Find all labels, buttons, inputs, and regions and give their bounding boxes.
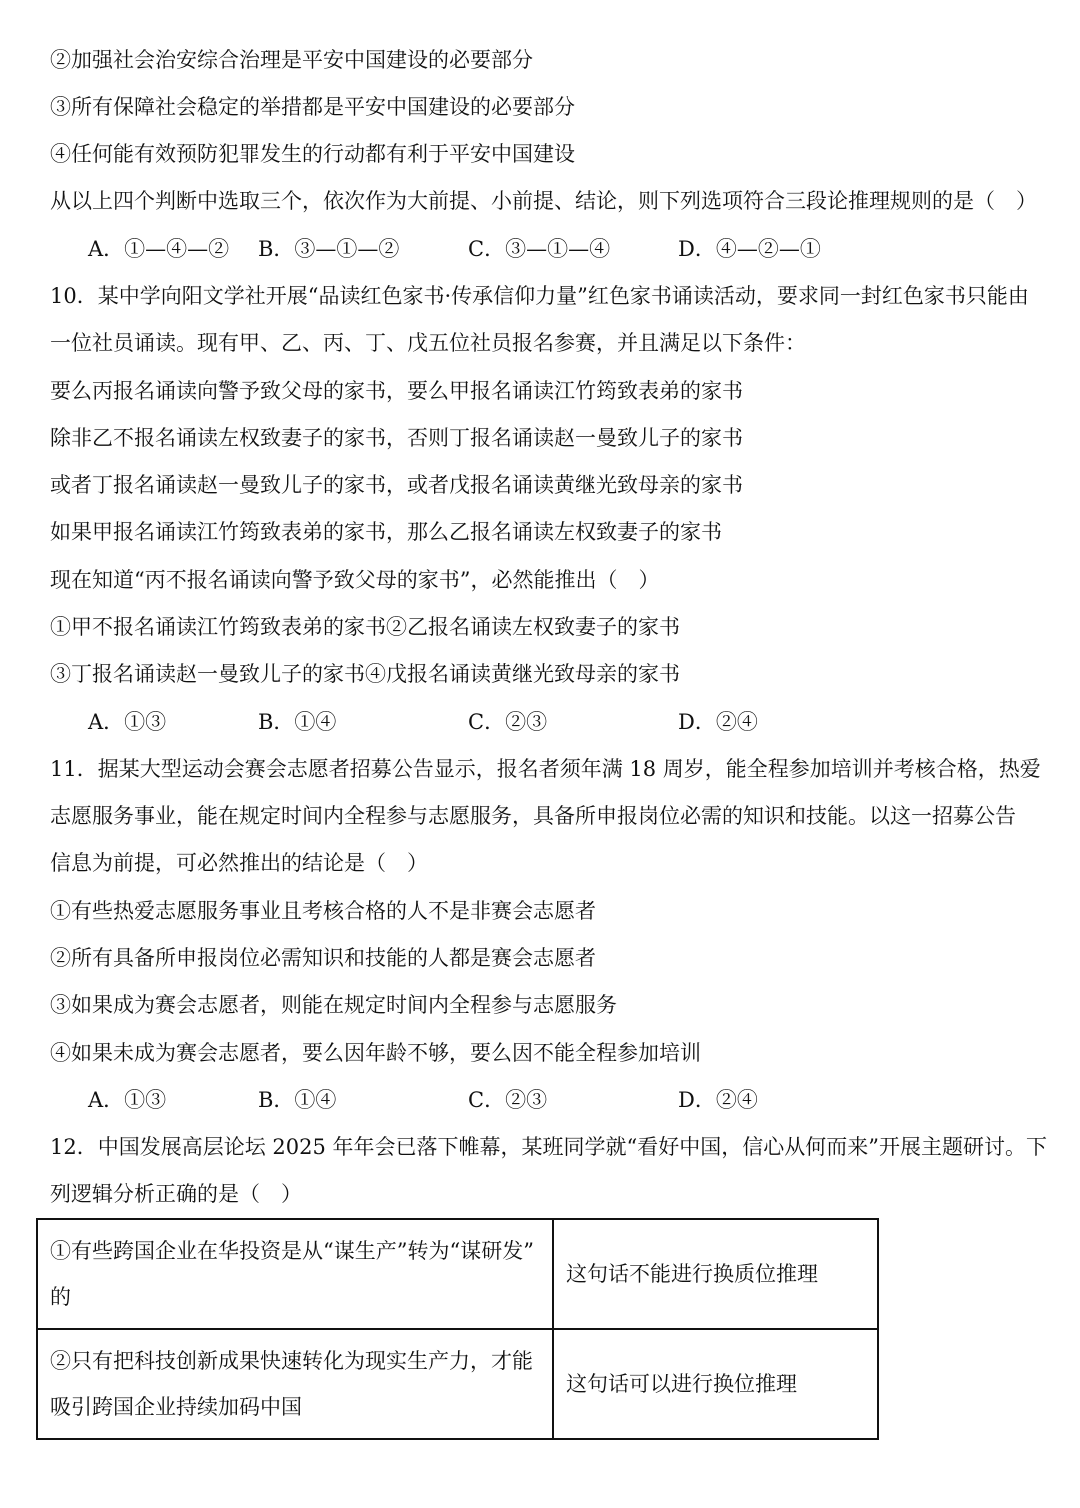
q9-option-b[interactable]: B．③—①—② (258, 237, 400, 261)
q9-statement-4: ④任何能有效预防犯罪发生的行动都有利于平安中国建设 (50, 142, 575, 166)
q11-stem-line: 信息为前提，可必然推出的结论是（ ） (50, 851, 428, 875)
q10-option-a[interactable]: A．①③ (88, 710, 167, 734)
q11-stem-line: 11．据某大型运动会赛会志愿者招募公告显示，报名者须年满 18 周岁，能全程参加培训并考核合格，热爱 (50, 757, 1041, 781)
q9-statement-3: ③所有保障社会稳定的举措都是平安中国建设的必要部分 (50, 95, 575, 119)
q12-row-1-statement-line: 的 (50, 1285, 71, 1309)
q9-prompt: 从以上四个判断中选取三个，依次作为大前提、小前提、结论，则下列选项符合三段论推理规则的是（ ） (50, 189, 1037, 213)
q12-stem-line: 列逻辑分析正确的是（ ） (50, 1182, 302, 1206)
q10-stem-line: 10．某中学向阳文学社开展“品读红色家书·传承信仰力量”红色家书诵读活动，要求同一封红色家书只能由 (50, 284, 1029, 308)
q10-statements-3-4: ③丁报名诵读赵一曼致儿子的家书④戊报名诵读黄继光致母亲的家书 (50, 662, 680, 686)
q10-condition-4: 如果甲报名诵读江竹筠致表弟的家书，那么乙报名诵读左权致妻子的家书 (50, 520, 722, 544)
q9-option-c[interactable]: C．③—①—④ (468, 237, 611, 261)
q10-statements-1-2: ①甲不报名诵读江竹筠致表弟的家书②乙报名诵读左权致妻子的家书 (50, 615, 680, 639)
q12-row-2-analysis: 这句话可以进行换位推理 (553, 1329, 878, 1439)
q11-statement-2: ②所有具备所申报岗位必需知识和技能的人都是赛会志愿者 (50, 946, 596, 970)
q12-stem-line: 12．中国发展高层论坛 2025 年年会已落下帷幕，某班同学就“看好中国，信心从何而来”开展主题研讨。下 (50, 1135, 1047, 1159)
q10-stem-line: 一位社员诵读。现有甲、乙、丙、丁、戊五位社员报名参赛，并且满足以下条件： (50, 331, 806, 355)
q10-condition-3: 或者丁报名诵读赵一曼致儿子的家书，或者戊报名诵读黄继光致母亲的家书 (50, 473, 743, 497)
q12-row-2-statement (37, 1329, 553, 1439)
q10-option-c[interactable]: C．②③ (468, 710, 548, 734)
q12-analysis-table (36, 1218, 879, 1440)
q11-statement-3: ③如果成为赛会志愿者，则能在规定时间内全程参与志愿服务 (50, 993, 617, 1017)
q10-option-b[interactable]: B．①④ (258, 710, 337, 734)
q11-statement-4: ④如果未成为赛会志愿者，要么因年龄不够，要么因不能全程参加培训 (50, 1041, 701, 1065)
q9-option-a[interactable]: A．①—④—② (88, 237, 230, 261)
q10-option-d[interactable]: D．②④ (678, 710, 758, 734)
q12-row-2-statement-line: 吸引跨国企业持续加码中国 (50, 1395, 302, 1419)
q9-option-d[interactable]: D．④—②—① (678, 237, 821, 261)
q10-condition-1: 要么丙报名诵读向警予致父母的家书，要么甲报名诵读江竹筠致表弟的家书 (50, 379, 743, 403)
q11-option-c[interactable]: C．②③ (468, 1088, 548, 1112)
q9-statement-2: ②加强社会治安综合治理是平安中国建设的必要部分 (50, 48, 533, 72)
q11-statement-1: ①有些热爱志愿服务事业且考核合格的人不是非赛会志愿者 (50, 899, 596, 923)
q11-option-d[interactable]: D．②④ (678, 1088, 758, 1112)
q11-option-a[interactable]: A．①③ (88, 1088, 167, 1112)
table-row (37, 1329, 878, 1439)
q12-row-1-statement-line: ①有些跨国企业在华投资是从“谋生产”转为“谋研发” (50, 1239, 534, 1263)
q10-condition-2: 除非乙不报名诵读左权致妻子的家书，否则丁报名诵读赵一曼致儿子的家书 (50, 426, 743, 450)
q12-row-2-statement-line: ②只有把科技创新成果快速转化为现实生产力，才能 (50, 1349, 533, 1373)
q10-known-fact: 现在知道“丙不报名诵读向警予致父母的家书”，必然能推出（ ） (50, 568, 660, 592)
table-row (37, 1219, 878, 1329)
q11-option-b[interactable]: B．①④ (258, 1088, 337, 1112)
q12-row-1-statement (37, 1219, 553, 1329)
q12-row-1-analysis: 这句话不能进行换质位推理 (553, 1219, 878, 1329)
q11-stem-line: 志愿服务事业，能在规定时间内全程参与志愿服务，具备所申报岗位必需的知识和技能。以这一招募公告 (50, 804, 1016, 828)
